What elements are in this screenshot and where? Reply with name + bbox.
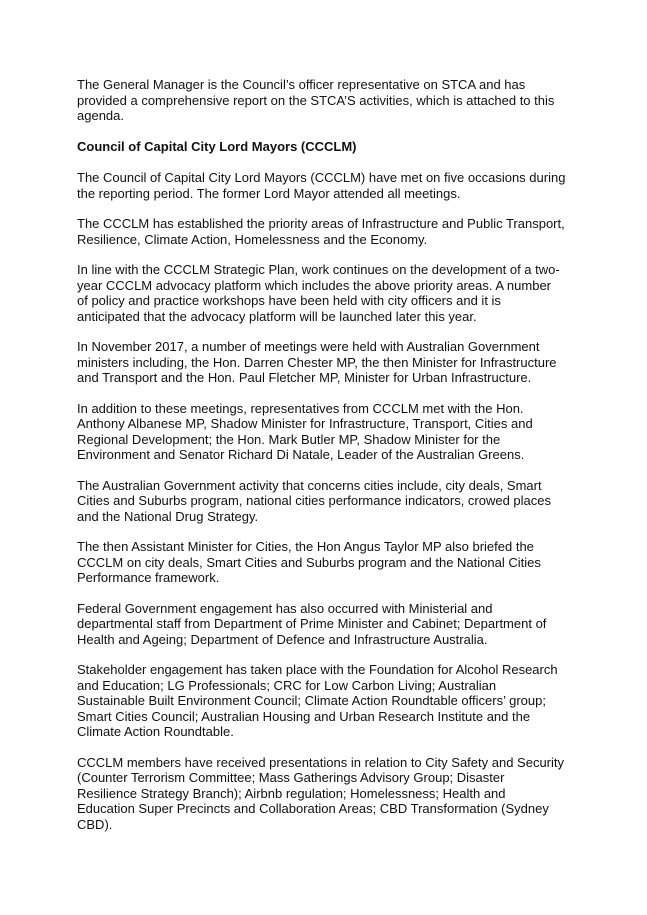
paragraph-federal-engagement: Federal Government engagement has also occurred with Ministerial and departmental staff from Department of Prime Minister and Cabinet; Department of Health and Ageing; Department of Defence and Infrastructure Australia. bbox=[77, 600, 547, 647]
document-page bbox=[77, 77, 577, 847]
paragraph-strategic-plan: In line with the CCCLM Strategic Plan, work continues on the development of a two- year CCCLM advocacy platform which includes the above priority areas. A number of policy and practice workshops have been held with city officers and it is anticipated that the advocacy platform will be launched later this year. bbox=[77, 262, 560, 324]
paragraph-priority-areas: The CCCLM has established the priority areas of Infrastructure and Public Transport, Resilience, Climate Action, Homelessness and the Economy. bbox=[77, 216, 565, 247]
paragraph-presentations: CCCLM members have received presentations in relation to City Safety and Security (Counter Terrorism Committee; Mass Gatherings Advisory Group; Disaster Resilience Strategy Branch); Airbnb regulation; Homelessness; Health and Education Super Precincts and Collaboration Areas; CBD Transformation (Sydney CBD). bbox=[77, 754, 564, 832]
intro-paragraph: The General Manager is the Council’s officer representative on STCA and has provided a comprehensive report on the STCA’S activities, which is attached to this agenda. bbox=[77, 77, 555, 123]
section-heading: Council of Capital City Lord Mayors (CCCLM) bbox=[77, 138, 357, 154]
paragraph-assistant-minister: The then Assistant Minister for Cities, the Hon Angus Taylor MP also briefed the CCCLM on city deals, Smart Cities and Suburbs program and the National Cities Performance framework. bbox=[77, 539, 541, 585]
paragraph-meetings: The Council of Capital City Lord Mayors (CCCLM) have met on five occasions during the reporting period. The former Lord Mayor attended all meetings. bbox=[77, 170, 566, 201]
paragraph-stakeholder-engagement: Stakeholder engagement has taken place with the Foundation for Alcohol Research and Education; LG Professionals; CRC for Low Carbon Living; Australian Sustainable Built Environment Council; Climate Action Roundtable officers’ group; Smart Cities Council; Australian Housing and Urban Research Institute and the Climate Action Roundtable. bbox=[77, 662, 558, 739]
paragraph-government-activity: The Australian Government activity that concerns cities include, city deals, Smart Cities and Suburbs program, national cities performance indicators, crowed places and the National Drug Strategy. bbox=[77, 477, 552, 524]
paragraph-shadow-ministers: In addition to these meetings, representatives from CCCLM met with the Hon. Anthony Albanese MP, Shadow Minister for Infrastructure, Transport, Cities and Regional Development; the Hon. Mark Butler MP, Shadow Minister for the Environment and Senator Richard Di Natale, Leader of the Australian Greens. bbox=[77, 400, 533, 462]
paragraph-november-meetings: In November 2017, a number of meetings were held with Australian Government ministers including, the Hon. Darren Chester MP, the then Minister for Infrastructure and Transport and the Hon. Paul Fletcher MP, Minister for Urban Infrastructure. bbox=[77, 339, 557, 385]
